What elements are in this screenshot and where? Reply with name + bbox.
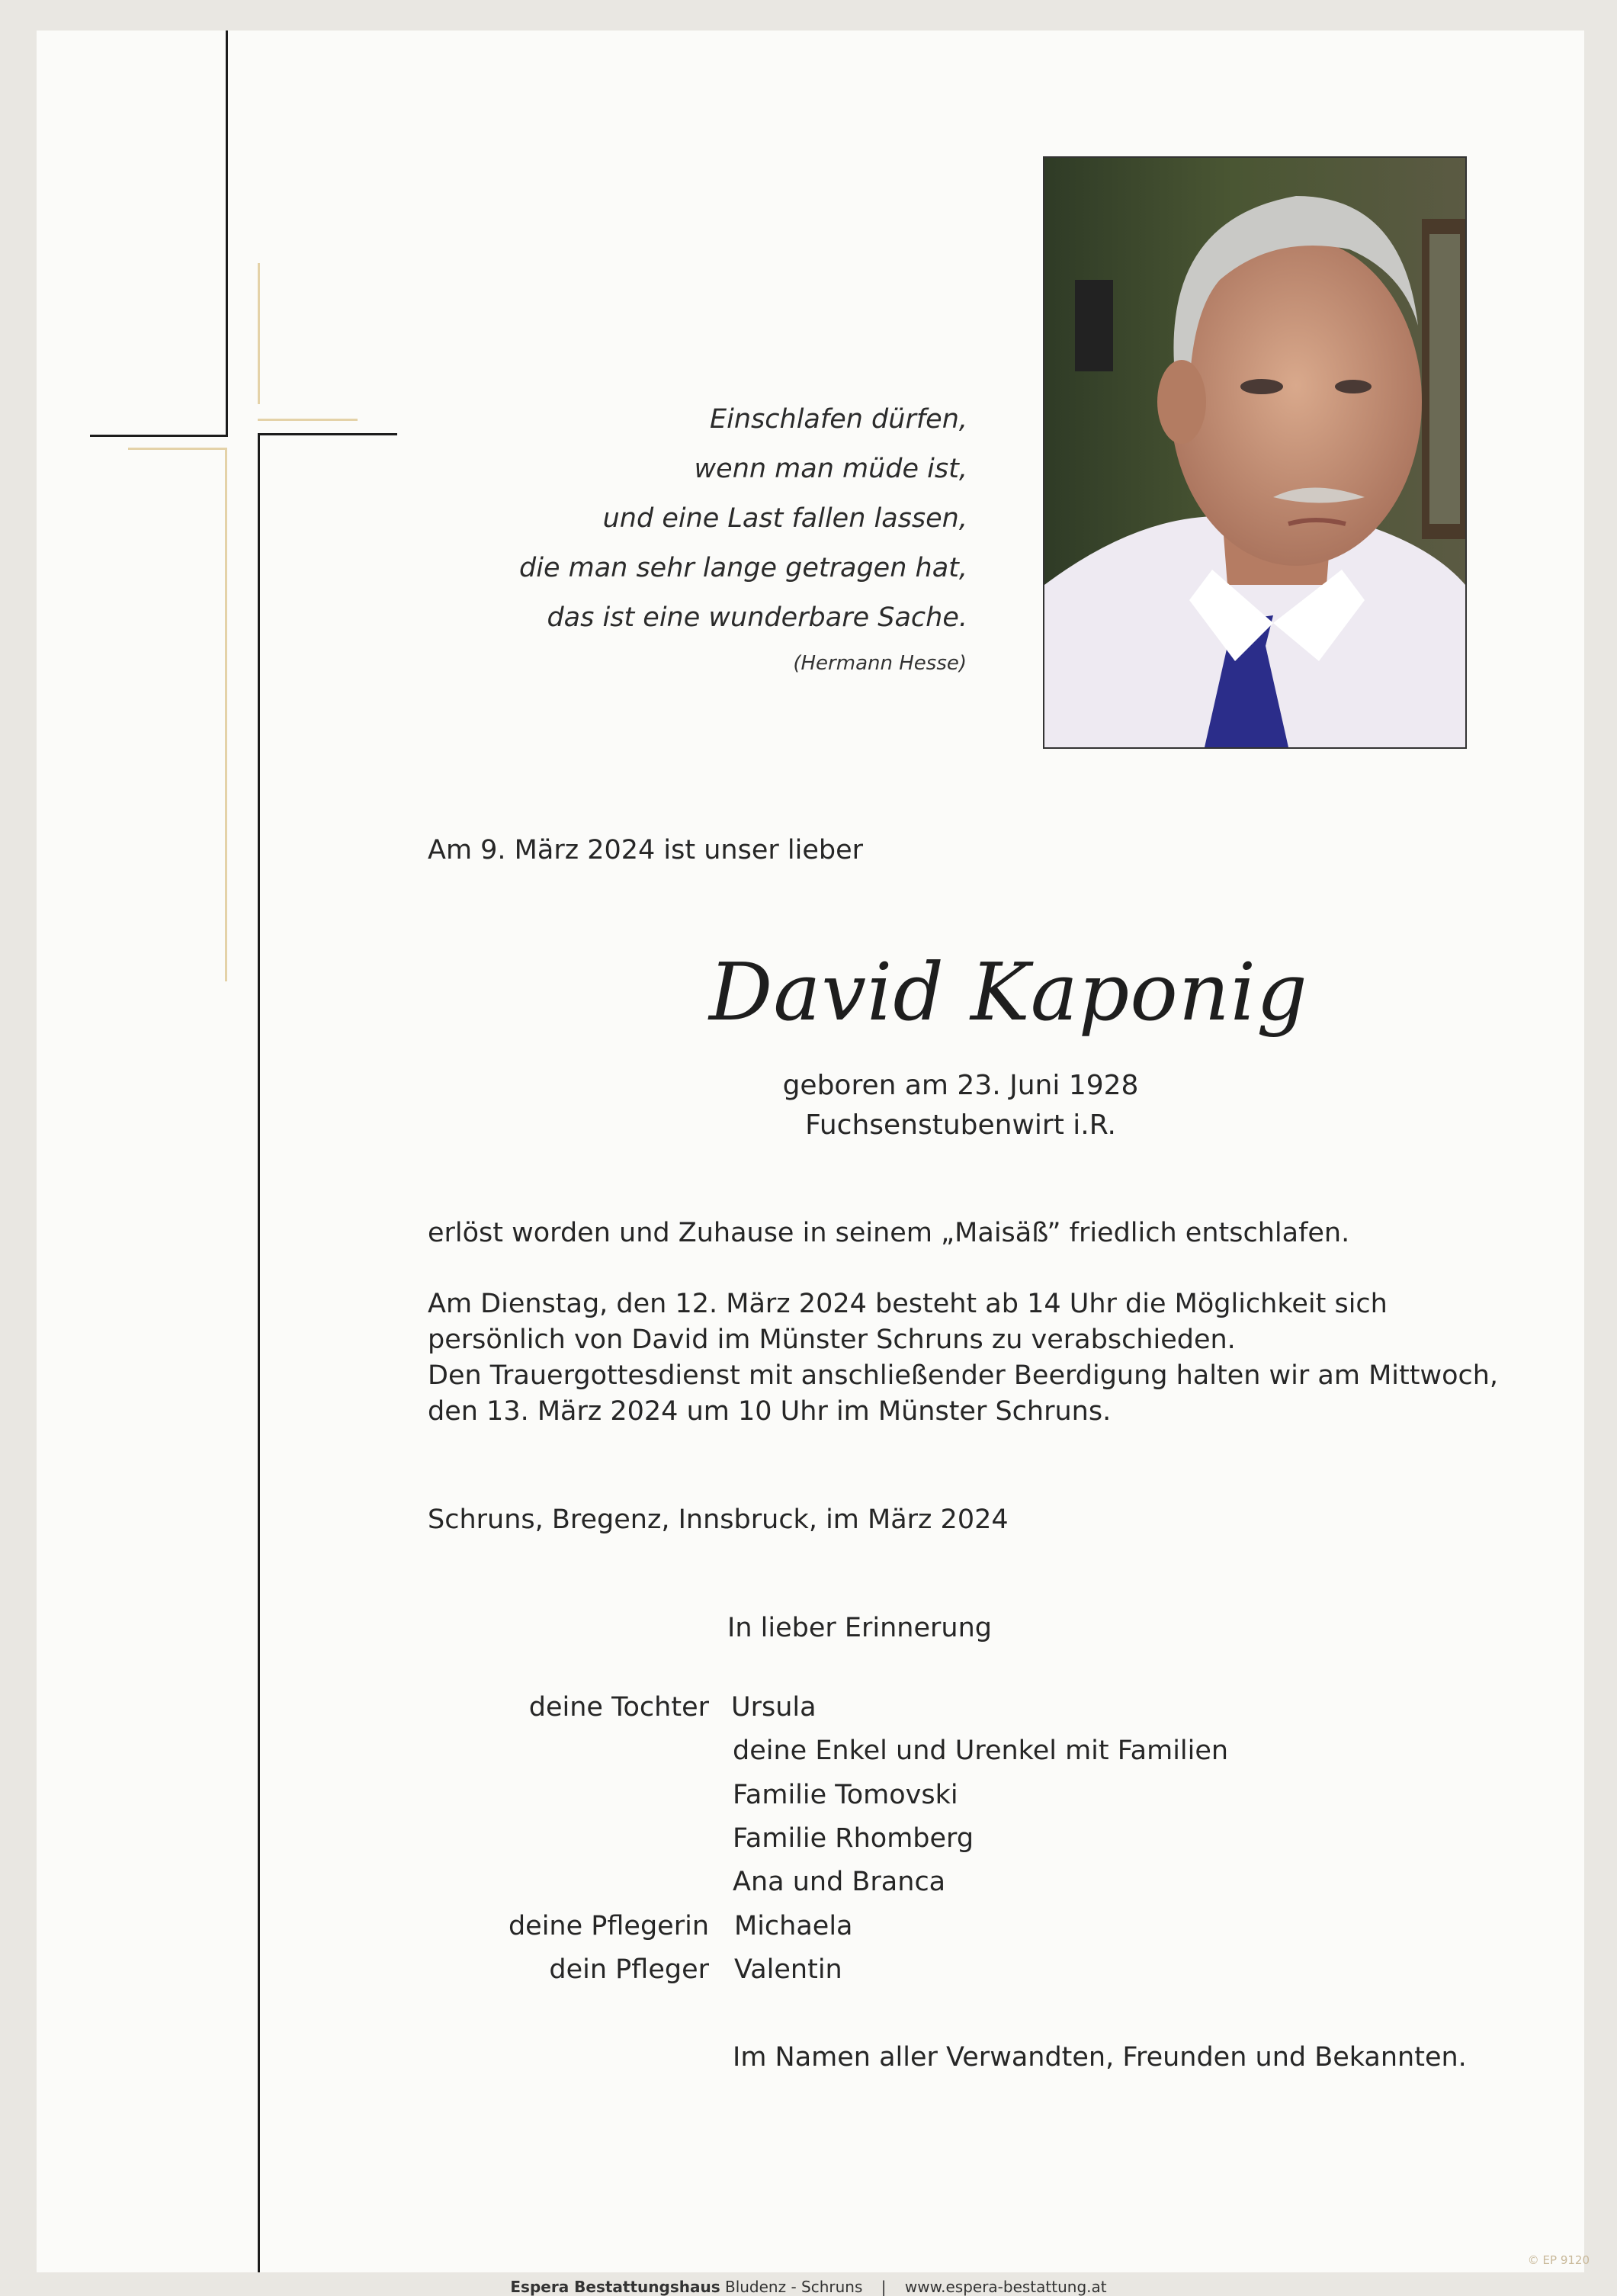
mourner-name: Ana und Branca [733,1867,946,1897]
footer-company: Espera Bestattungshaus [510,2278,720,2296]
mourner-name: Familie Rhomberg [733,1823,974,1854]
ceremony-line-3: Den Trauergottesdienst mit anschließender Beerdigung halten wir am Mittwoch, [428,1360,1499,1391]
cross-vertical-line-upper [226,31,228,436]
ceremony-line-4: den 13. März 2024 um 10 Uhr im Münster Schruns. [428,1396,1112,1427]
mourner-name: Valentin [734,1954,842,1985]
cross-horizontal-line-right [258,433,397,435]
mourner-name: Ursula [731,1692,817,1723]
footer-separator: | [881,2278,887,2296]
copyright-mark: © EP 9120 [1527,2253,1590,2267]
memory-heading: In lieber Erinnerung [727,1613,992,1643]
poem-line-2: wenn man müde ist, [694,454,967,484]
footer [0,2278,1617,2296]
mourner-name: Michaela [734,1911,853,1941]
occupation: Fuchsenstubenwirt i.R. [805,1109,1116,1141]
passing-text: erlöst worden und Zuhause in seinem „Maisäß” friedlich entschlafen. [428,1218,1350,1248]
deceased-name: David Kaponig [709,946,1308,1039]
birth-date: geboren am 23. Juni 1928 [782,1070,1139,1101]
ceremony-line-1: Am Dienstag, den 12. März 2024 besteht ab 14 Uhr die Möglichkeit sich [428,1289,1388,1319]
poem-line-4: die man sehr lange getragen hat, [519,553,967,583]
mourner-role-caregiver-male: dein Pfleger [549,1954,709,1985]
poem-line-5: das ist eine wunderbare Sache. [547,602,967,633]
poem-line-3: und eine Last fallen lassen, [602,503,967,534]
poem-line-1: Einschlafen dürfen, [710,404,967,435]
cross-gold-line-right [258,419,358,421]
mourner-name: Familie Tomovski [733,1780,958,1810]
cross-gold-line-lower [225,448,227,981]
portrait-photo [1043,156,1467,749]
mourner-name: deine Enkel und Urenkel mit Familien [733,1736,1229,1766]
closing-text: Im Namen aller Verwandten, Freunden und Bekannten. [733,2042,1467,2073]
footer-location: Bludenz - Schruns [720,2278,863,2296]
poem-author: (Hermann Hesse) [793,652,967,675]
place-date: Schruns, Bregenz, Innsbruck, im März 2024 [428,1504,1009,1535]
intro-text: Am 9. März 2024 ist unser lieber [428,835,863,865]
cross-horizontal-line-left [90,435,228,437]
mourner-role-caregiver-female: deine Pflegerin [508,1911,709,1941]
footer-website: www.espera-bestattung.at [904,2278,1107,2296]
cross-vertical-line-lower [258,433,260,2272]
cross-gold-line-left [128,448,227,450]
ceremony-line-2: persönlich von David im Münster Schruns zu verabschieden. [428,1325,1236,1355]
mourner-role-daughter: deine Tochter [528,1692,709,1723]
cross-gold-line-upper [258,263,260,404]
